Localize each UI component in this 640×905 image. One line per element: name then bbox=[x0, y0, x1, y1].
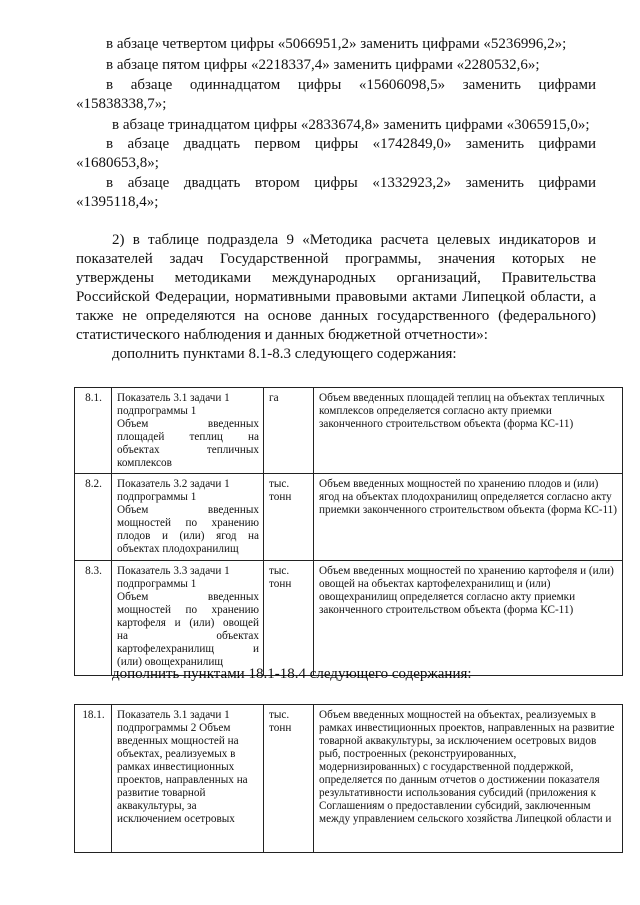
paragraph-3-line-2: «15838338,7»; bbox=[76, 96, 167, 112]
table-points-8 bbox=[74, 387, 623, 676]
paragraph-1: в абзаце четвертом цифры «5066951,2» заменить цифрами «5236996,2»; bbox=[106, 36, 567, 52]
table-row bbox=[75, 388, 623, 474]
row-number: 18.1. bbox=[75, 705, 112, 853]
row-number: 8.1. bbox=[75, 388, 112, 474]
section-2-line-6: статистического наблюдения и данных бюджетной отчетности»: bbox=[76, 327, 488, 343]
method-description: Объем введенных мощностей по хранению картофеля и (или) овощей на объектах картофелехранилищ и (или) овощехранилищ определяется согласно акту приемки законченного строительством объекта (форма КС-11) bbox=[314, 561, 623, 676]
table-points-18 bbox=[74, 704, 623, 853]
table-row bbox=[75, 705, 623, 853]
section-2-line-5: также не определяются на основе данных государственного (федерального) bbox=[76, 308, 596, 324]
section-2-line-1: 2) в таблице подраздела 9 «Методика расчета целевых индикаторов и bbox=[112, 232, 596, 248]
unit: га bbox=[264, 388, 314, 474]
table-row bbox=[75, 561, 623, 676]
paragraph-5-line-2: «1680653,8»; bbox=[76, 155, 159, 171]
paragraph-2: в абзаце пятом цифры «2218337,4» заменить цифрами «2280532,6»; bbox=[106, 57, 540, 73]
paragraph-6-line-2: «1395118,4»; bbox=[76, 194, 159, 210]
table-row bbox=[75, 474, 623, 561]
section-2-line-4: Российской Федерации, нормативными правовыми актами Липецкой области, а bbox=[76, 289, 596, 305]
indicator-name: Показатель 3.1 задачи 1 подпрограммы 1 Объем введенных площадей теплиц на объектах тепличных комплексов bbox=[112, 388, 264, 474]
paragraph-6-line-1: в абзаце двадцать втором цифры «1332923,2» заменить цифрами bbox=[106, 175, 596, 191]
paragraph-3-line-1: в абзаце одиннадцатом цифры «15606098,5» заменить цифрами bbox=[106, 77, 596, 93]
unit: тыс. тонн bbox=[264, 474, 314, 561]
unit: тыс. тонн bbox=[264, 705, 314, 853]
method-description: Объем введенных площадей теплиц на объектах тепличных комплексов определяется согласно акту приемки законченного строительством объекта (форма КС-11) bbox=[314, 388, 623, 474]
row-number: 8.3. bbox=[75, 561, 112, 676]
indicator-name: Показатель 3.1 задачи 1 подпрограммы 2 Объем введенных мощностей на объектах, реализуемых в рамках инвестиционных проектов, направленных на развитие товарной аквакультуры, за исключением осетровых bbox=[112, 705, 264, 853]
section-2-line-3: утверждены методиками международных организаций, Правительства bbox=[76, 270, 596, 286]
unit: тыс. тонн bbox=[264, 561, 314, 676]
indicator-name: Показатель 3.2 задачи 1 подпрограммы 1 Объем введенных мощностей по хранению плодов и (или) ягод на объектах плодохранилищ bbox=[112, 474, 264, 561]
paragraph-4: в абзаце тринадцатом цифры «2833674,8» заменить цифрами «3065915,0»; bbox=[112, 117, 590, 133]
method-description: Объем введенных мощностей по хранению плодов и (или) ягод на объектах плодохранилищ определяется согласно акту приемки законченного строительством объекта (форма КС-11) bbox=[314, 474, 623, 561]
add-points-8-heading: дополнить пунктами 8.1-8.3 следующего содержания: bbox=[112, 346, 457, 362]
method-description: Объем введенных мощностей на объектах, реализуемых в рамках инвестиционных проектов, направленных на развитие товарной аквакультуры, за исключением осетровых видов рыб, построенных (реконструированных, модернизированных) с государственной поддержкой, определяется по данным отчетов о достижении показателя результативности использования субсидий (приложения к Соглашениям о предоставлении субсидий, заключенным между управлением сельского хозяйства Липецкой области и bbox=[314, 705, 623, 853]
add-points-18-heading: дополнить пунктами 18.1-18.4 следующего содержания: bbox=[112, 666, 472, 682]
section-2-line-2: показателей задач Государственной программы, значения которых не bbox=[76, 251, 596, 267]
indicator-name: Показатель 3.3 задачи 1 подпрограммы 1 Объем введенных мощностей по хранению картофеля и (или) овощей на объектах картофелехранилищ и (или) овощехранилищ bbox=[112, 561, 264, 676]
paragraph-5-line-1: в абзаце двадцать первом цифры «1742849,0» заменить цифрами bbox=[106, 136, 596, 152]
row-number: 8.2. bbox=[75, 474, 112, 561]
